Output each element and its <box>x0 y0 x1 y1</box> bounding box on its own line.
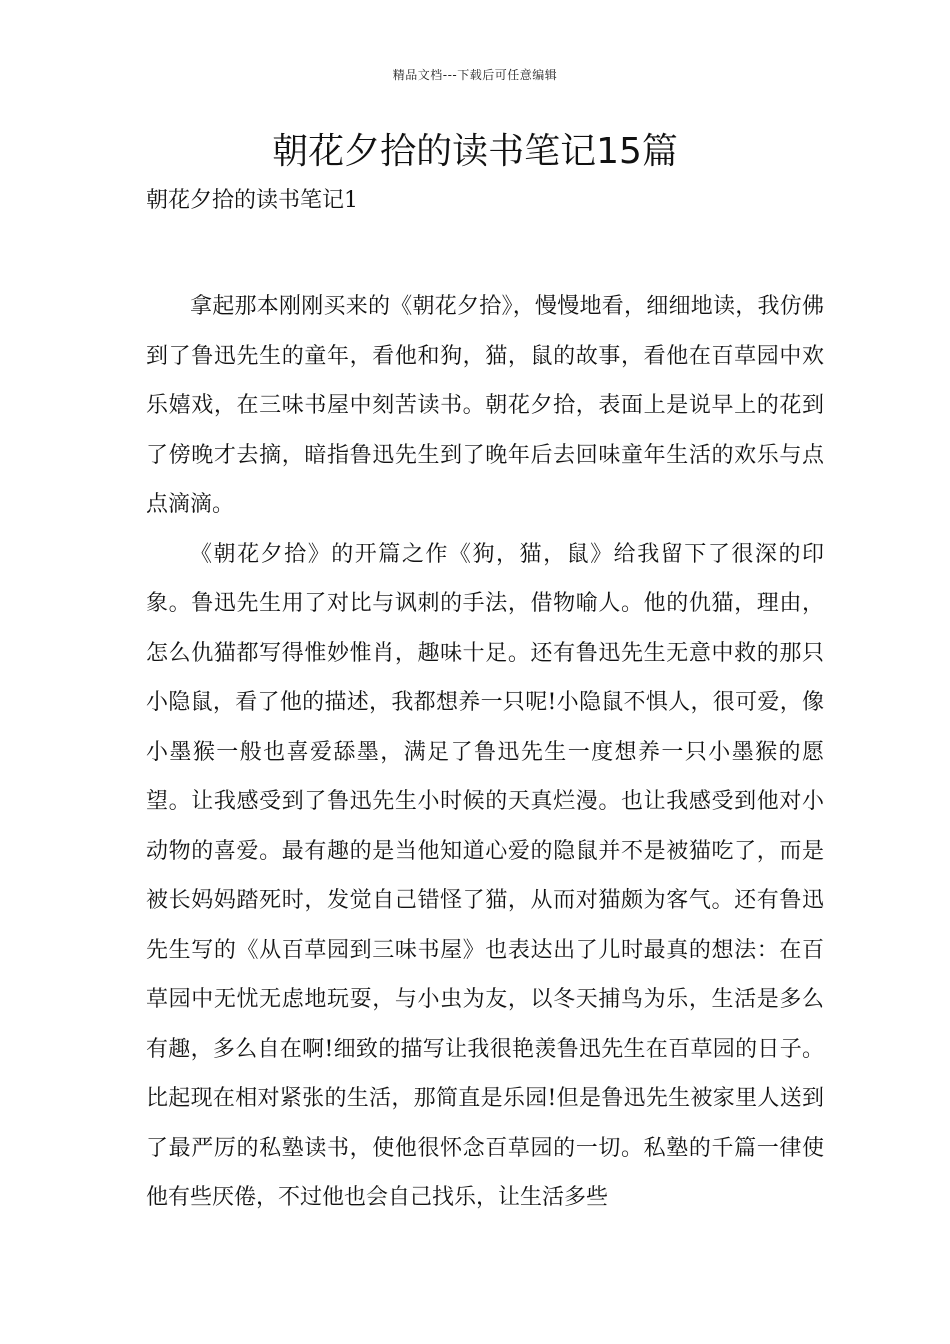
body-text <box>146 282 824 1223</box>
header-note: 精品文档---下载后可任意编辑 <box>392 68 558 82</box>
document-title: 朝花夕拾的读书笔记15篇 <box>272 131 678 172</box>
paragraph-1: 拿起那本刚刚买来的《朝花夕拾》，慢慢地看，细细地读，我仿佛到了鲁迅先生的童年，看他和狗，猫，鼠的故事，看他在百草园中欢乐嬉戏，在三味书屋中刻苦读书。朝花夕拾，表面上是说早上的花到了傍晚才去摘，暗指鲁迅先生到了晚年后去回味童年生活的欢乐与点点滴滴。 <box>146 294 824 517</box>
section-heading: 朝花夕拾的读书笔记1 <box>146 188 358 213</box>
paragraph-2: 《朝花夕拾》的开篇之作《狗，猫，鼠》给我留下了很深的印象。鲁迅先生用了对比与讽刺的手法，借物喻人。他的仇猫，理由，怎么仇猫都写得惟妙惟肖，趣味十足。还有鲁迅先生无意中救的那只小隐鼠，看了他的描述，我都想养一只呢!小隐鼠不惧人，很可爱，像小墨猴一般也喜爱舔墨，满足了鲁迅先生一度想养一只小墨猴的愿望。让我感受到了鲁迅先生小时候的天真烂漫。也让我感受到他对小动物的喜爱。最有趣的是当他知道心爱的隐鼠并不是被猫吃了，而是被长妈妈踏死时，发觉自己错怪了猫，从而对猫颇为客气。还有鲁迅先生写的《从百草园到三味书屋》也表达出了儿时最真的想法：在百草园中无忧无虑地玩耍，与小虫为友，以冬天捕鸟为乐，生活是多么有趣，多么自在啊!细致的描写让我很艳羡鲁迅先生在百草园的日子。比起现在相对紧张的生活，那简直是乐园!但是鲁迅先生被家里人送到了最严厉的私塾读书，使他很怀念百草园的一切。私塾的千篇一律使他有些厌倦，不过他也会自己找乐，让生活多些 <box>146 541 824 1210</box>
